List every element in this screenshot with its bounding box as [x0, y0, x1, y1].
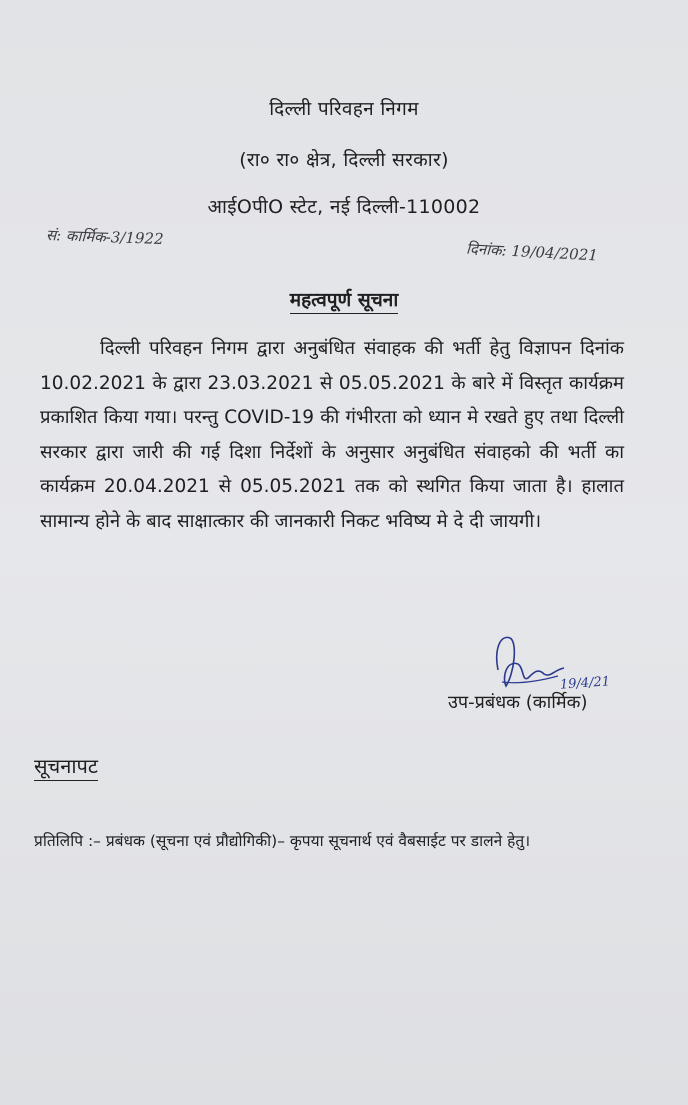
notice-board-text: सूचनापट [34, 754, 98, 781]
address-line: आईOपीO स्टेट, नई दिल्ली-110002 [207, 196, 481, 218]
organization-name: दिल्ली परिवहन निगम [269, 98, 419, 120]
designation: उप-प्रबंधक (कार्मिक) [448, 692, 588, 713]
reference-number: सं: कार्मिक-3/1922 [45, 225, 164, 249]
copy-to-line: प्रतिलिपि :– प्रबंधक (सूचना एवं प्रौद्योगिकी)– कृपया सूचनार्थ एवं वैबसाईट पर डालने हेतु। [34, 832, 531, 850]
notice-board-label [34, 752, 98, 779]
notice-body: दिल्ली परिवहन निगम द्वारा अनुबंधित संवाहक की भर्ती हेतु विज्ञापन दिनांक 10.02.2021 के द्वारा 23.03.2021 से 05.05.2021 के बारे में विस्तृत कार्यक्रम प्रकाशित किया गया। परन्तु COVID-19 की गंभीरता को ध्यान मे रखते हुए तथा दिल्ली सरकार द्वारा जारी की गई दिशा निर्देशों के अनुसार अनुबंधित संवाहको की भर्ती का कार्यक्रम 20.04.2021 से 05.05.2021 तक को स्थगित किया जाता है। हालात सामान्य होने के बाद साक्षात्कार की जानकारी निकट भविष्य मे दे दी जायगी। [40, 338, 624, 532]
government-line: (रा० रा० क्षेत्र, दिल्ली सरकार) [239, 149, 449, 171]
signature-date: 19/4/21 [559, 674, 611, 693]
notice-heading-text: महत्वपूर्ण सूचना [290, 289, 399, 314]
date: दिनांक: 19/04/2021 [465, 239, 599, 265]
notice-heading [0, 286, 688, 312]
